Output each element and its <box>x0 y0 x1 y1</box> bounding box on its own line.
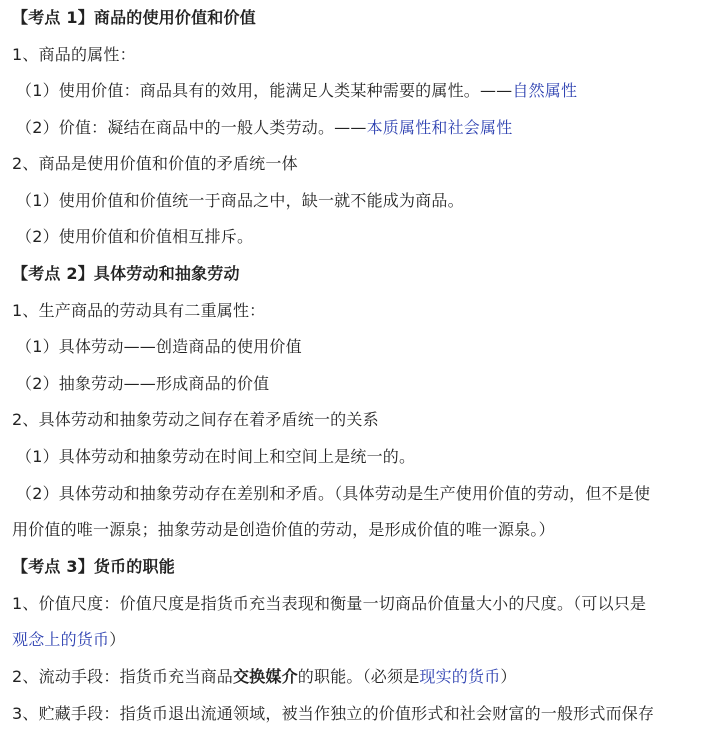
list-item-value-measure-line2 <box>12 629 709 651</box>
list-item-use-value <box>16 80 709 102</box>
real-money-highlight: 现实的货币 <box>419 667 501 686</box>
value-measure-close: ） <box>109 630 126 649</box>
circulation-text-pre: 2、流动手段：指货币充当商品 <box>12 667 233 686</box>
value-text: （2）价值：凝结在商品中的一般人类劳动。—— <box>16 118 367 137</box>
circulation-text-mid: 的职能。（必须是 <box>297 667 420 686</box>
use-value-text: （1）使用价值：商品具有的效用，能满足人类某种需要的属性。—— <box>16 81 513 100</box>
exchange-medium-bold: 交换媒介 <box>232 667 298 686</box>
list-item-labor-unity: （1）具体劳动和抽象劳动在时间上和空间上是统一的。 <box>16 447 416 466</box>
essential-social-attribute-highlight: 本质属性和社会属性 <box>366 118 513 137</box>
natural-attribute-highlight: 自然属性 <box>512 81 578 100</box>
list-item-labor-difference-line2: 用价值的唯一源泉；抽象劳动是创造价值的劳动，是形成价值的唯一源泉。） <box>12 520 555 539</box>
circulation-text-end: ） <box>500 667 517 686</box>
section-heading-3: 【考点 3】货币的职能 <box>12 557 175 576</box>
ideal-money-highlight: 观念上的货币 <box>12 630 110 649</box>
list-item-labor-relationship: 2、具体劳动和抽象劳动之间存在着矛盾统一的关系 <box>12 410 379 429</box>
section-heading-1: 【考点 1】商品的使用价值和价值 <box>12 8 256 27</box>
list-item-labor-difference-line1: （2）具体劳动和抽象劳动存在差别和矛盾。（具体劳动是生产使用价值的劳动，但不是使 <box>16 484 651 503</box>
list-item-value-measure-line1: 1、价值尺度：价值尺度是指货币充当表现和衡量一切商品价值量大小的尺度。（可以只是 <box>12 594 647 613</box>
list-item-concrete-labor: （1）具体劳动——创造商品的使用价值 <box>16 337 302 356</box>
list-item-unity: （1）使用价值和价值统一于商品之中，缺一就不能成为商品。 <box>16 191 464 210</box>
list-item-contradiction-unity: 2、商品是使用价值和价值的矛盾统一体 <box>12 154 298 173</box>
section-heading-2: 【考点 2】具体劳动和抽象劳动 <box>12 264 240 283</box>
list-item-store-of-value: 3、贮藏手段：指货币退出流通领域，被当作独立的价值形式和社会财富的一般形式而保存 <box>12 704 655 723</box>
list-item-dual-nature: 1、生产商品的劳动具有二重属性： <box>12 301 266 320</box>
list-item-abstract-labor: （2）抽象劳动——形成商品的价值 <box>16 374 270 393</box>
list-item-value <box>16 117 709 139</box>
list-item-mutual-exclusion: （2）使用价值和价值相互排斥。 <box>16 227 254 246</box>
list-item-circulation-means <box>12 666 709 688</box>
list-item-commodity-properties: 1、商品的属性： <box>12 45 136 64</box>
